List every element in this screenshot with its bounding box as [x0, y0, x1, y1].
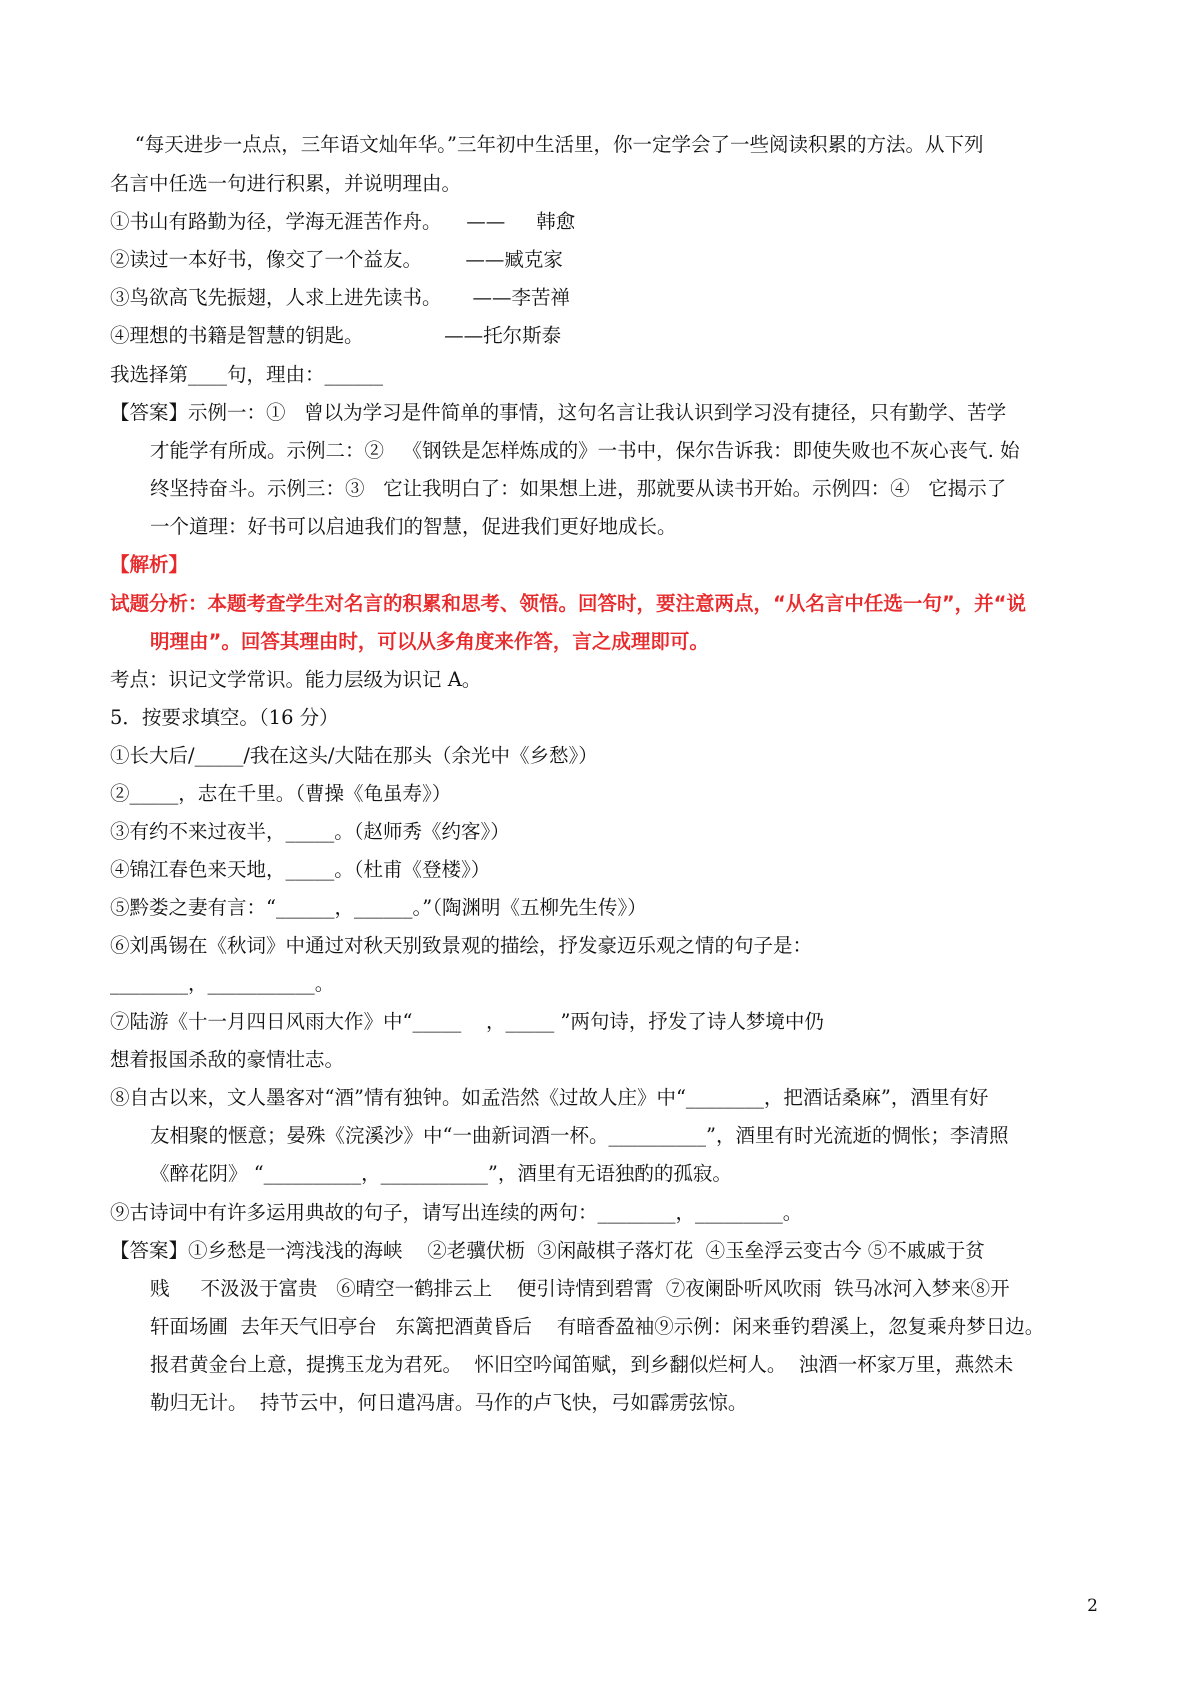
q4-intro-line-2: 名言中任选一句进行积累，并说明理由。	[110, 172, 462, 195]
q5-item-6-line-1: ⑥刘禹锡在《秋词》中通过对秋天别致景观的描绘，抒发豪迈乐观之情的句子是：	[110, 934, 813, 957]
q5-answer-line-3: 轩面场圃 去年天气旧亭台 东篱把酒黄昏后 有暗香盈袖⑨示例：闲来垂钓碧溪上，忽复乘舟梦日边。	[150, 1315, 1045, 1338]
analysis-label: 【解析】	[110, 553, 189, 576]
q4-answer-line-3: 终坚持奋斗。示例三：③ 它让我明白了：如果想上进，那就要从读书开始。示例四：④ 它揭示了	[150, 477, 1007, 500]
q4-answer-line-2: 才能学有所成。示例二：② 《钢铁是怎样炼成的》一书中，保尔告诉我：即使失败也不灰心丧气. 始	[150, 439, 1020, 462]
q4-intro-line-1: “每天进步一点点，三年语文灿年华。”三年初中生活里，你一定学会了一些阅读积累的方法。从下列	[110, 133, 984, 156]
q5-item-5: ⑤黔娄之妻有言：“______，______。”（陶渊明《五柳先生传》）	[110, 896, 647, 919]
q5-item-8-line-1: ⑧自古以来，文人墨客对“酒”情有独钟。如孟浩然《过故人庄》中“________，把酒话桑麻”，酒里有好	[110, 1086, 989, 1109]
q5-answer-line-2: 贱 不汲汲于富贵 ⑥晴空一鹤排云上 便引诗情到碧霄 ⑦夜阑卧听风吹雨 铁马冰河入梦来⑧开	[150, 1277, 1010, 1300]
q5-item-6-line-2: ________，___________。	[110, 972, 335, 995]
q5-item-1: ①长大后/_____/我在这头/大陆在那头（余光中《乡愁》）	[110, 744, 598, 767]
q4-answer-line-1: 【答案】示例一：① 曾以为学习是件简单的事情，这句名言让我认识到学习没有捷径，只有勤学、苦学	[110, 401, 1007, 424]
q5-item-7-line-1: ⑦陆游《十一月四日风雨大作》中“_____ ，_____ ”两句诗，抒发了诗人梦境中仍	[110, 1010, 824, 1033]
page-number: 2	[1087, 1596, 1098, 1616]
q5-item-4: ④锦江春色来天地，_____。（杜甫《登楼》）	[110, 858, 491, 881]
q5-item-8-line-2: 友相聚的惬意；晏殊《浣溪沙》中“一曲新词酒一杯。__________”，酒里有时光流逝的惆怅；李清照	[150, 1124, 1009, 1147]
q5-item-3: ③有约不来过夜半，_____。（赵师秀《约客》）	[110, 820, 510, 843]
q5-item-8-line-3: 《醉花阴》 “__________，___________”，酒里有无语独酌的孤寂。	[150, 1162, 732, 1185]
q5-title: 5．按要求填空。（16 分）	[110, 706, 339, 729]
q5-answer-line-1: 【答案】①乡愁是一湾浅浅的海峡 ②老骥伏枥 ③闲敲棋子落灯花 ④玉垒浮云变古今 ⑤不戚戚于贫	[110, 1239, 985, 1262]
analysis-line-2: 明理由”。回答其理由时，可以从多角度来作答，言之成理即可。	[150, 630, 709, 653]
q5-item-9: ⑨古诗词中有许多运用典故的句子，请写出连续的两句：________，_________。	[110, 1201, 803, 1224]
choice-line: 我选择第____句，理由：______	[110, 363, 384, 386]
knowledge-point: 考点：识记文学常识。能力层级为识记 A。	[110, 668, 482, 691]
quote-1: ①书山有路勤为径，学海无涯苦作舟。 —— 韩愈	[110, 210, 576, 233]
q5-answer-line-5: 勒归无计。 持节云中，何日遣冯唐。马作的卢飞快，弓如霹雳弦惊。	[150, 1391, 748, 1414]
q4-answer-line-4: 一个道理：好书可以启迪我们的智慧，促进我们更好地成长。	[150, 515, 677, 538]
q5-answer-line-4: 报君黄金台上意，提携玉龙为君死。 怀旧空吟闻笛赋，到乡翻似烂柯人。 浊酒一杯家万里，燕然未	[150, 1353, 1014, 1376]
quote-2: ②读过一本好书，像交了一个益友。 ——臧克家	[110, 248, 563, 271]
analysis-line-1: 试题分析：本题考查学生对名言的积累和思考、领悟。回答时，要注意两点，“从名言中任选一句”，并“说	[110, 592, 1026, 615]
q5-item-7-line-2: 想着报国杀敌的豪情壮志。	[110, 1048, 345, 1071]
quote-4: ④理想的书籍是智慧的钥匙。 ——托尔斯泰	[110, 324, 562, 347]
q5-item-2: ②_____，志在千里。（曹操《龟虽寿》）	[110, 782, 452, 805]
quote-3: ③鸟欲高飞先振翅，人求上进先读书。 ——李苦禅	[110, 286, 570, 309]
